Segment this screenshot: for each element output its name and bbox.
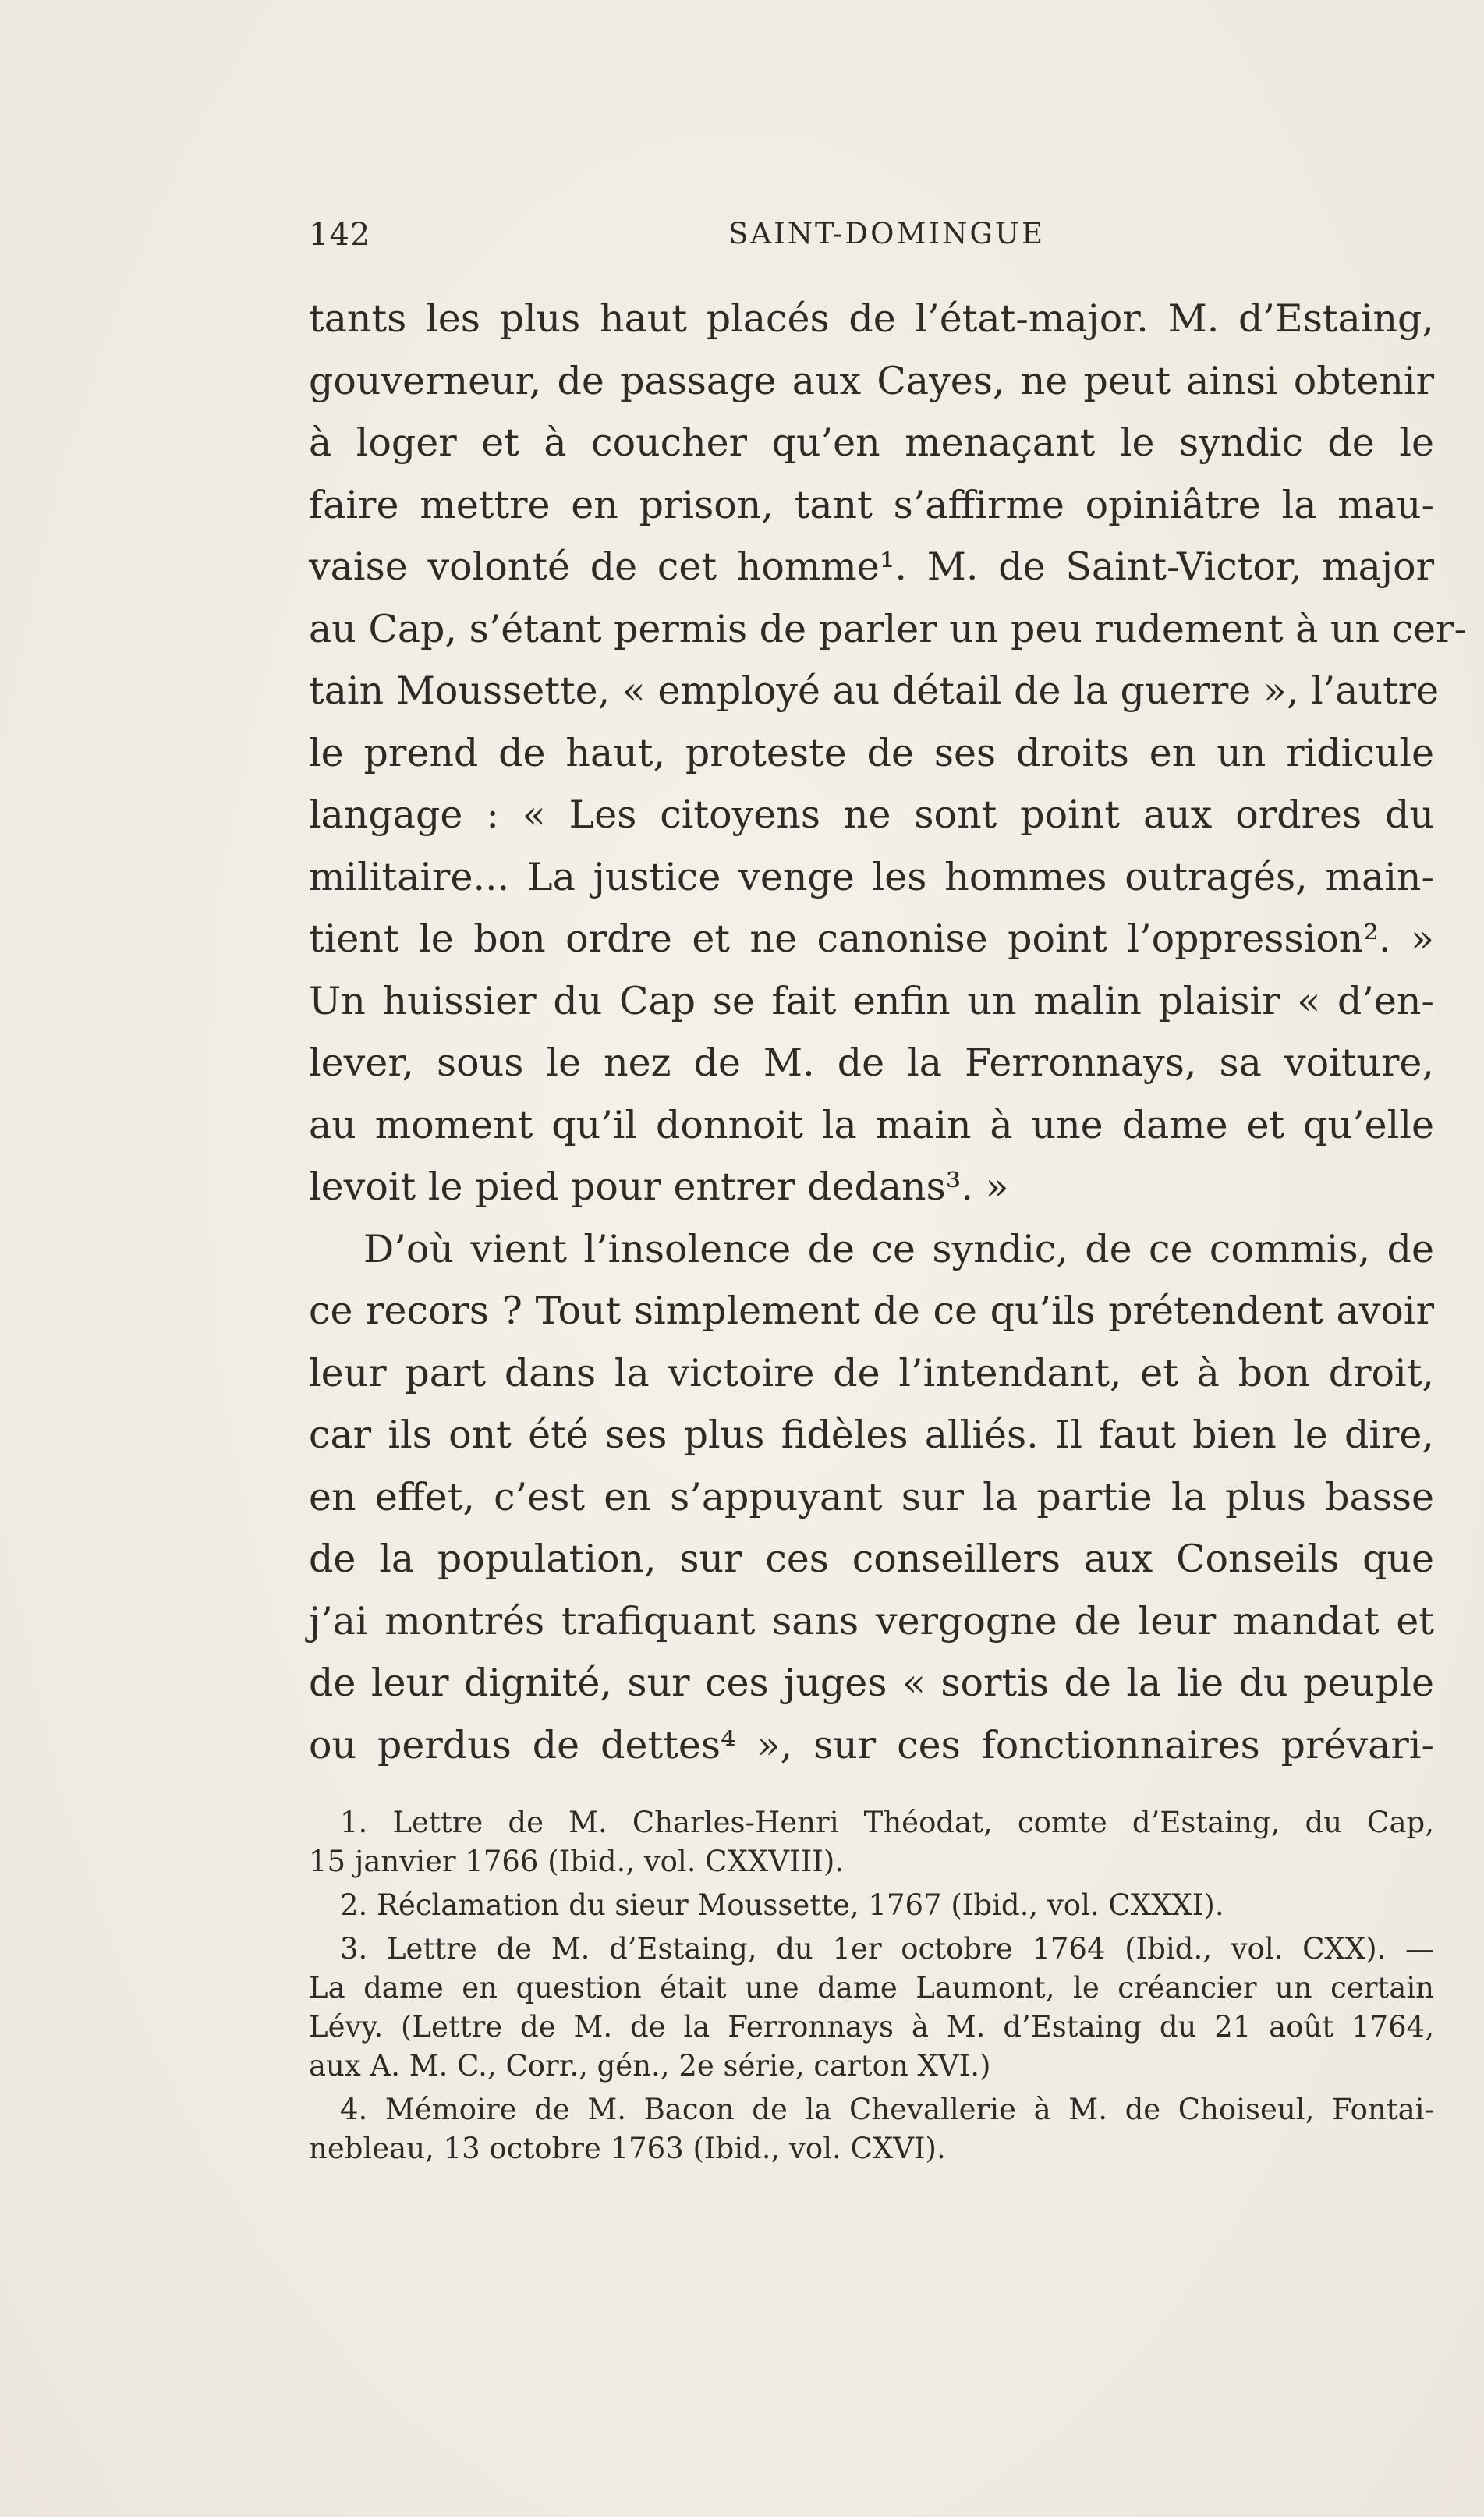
text-line: de leur dignité, sur ces juges « sortis de la lie du peuple <box>309 1661 1434 1705</box>
footnote-1-cont: 15 janvier 1766 (Ibid., vol. CXXVIII). <box>309 1845 845 1878</box>
footnote-3-cont: Lévy. (Lettre de M. de la Ferronnays à M. d’Estaing du 21 août 1764, <box>309 2010 1434 2044</box>
text-line: tain Moussette, « employé au détail de la guerre », l’autre <box>309 668 1440 713</box>
footnote-3-cont: La dame en question était une dame Laumont, le créancier un certain <box>309 1971 1434 2005</box>
text-line: levoit le pied pour entrer dedans³. » <box>309 1165 1009 1209</box>
text-line: vaise volonté de cet homme¹. M. de Saint-Victor, major <box>309 544 1434 589</box>
footnote-4: 4. Mémoire de M. Bacon de la Chevallerie à M. de Choiseul, Fontai- <box>340 2093 1434 2126</box>
body-text <box>309 288 1468 1776</box>
text-line: car ils ont été ses plus fidèles alliés. Il faut bien le dire, <box>309 1413 1434 1457</box>
page-number: 142 <box>309 217 371 253</box>
text-line: faire mettre en prison, tant s’affirme opiniâtre la mau- <box>309 482 1434 527</box>
text-line: au Cap, s’étant permis de parler un peu rudement à un cer- <box>309 606 1468 651</box>
text-line: j’ai montrés trafiquant sans vergogne de leur mandat et <box>309 1598 1434 1643</box>
text-line: militaire... La justice venge les hommes outragés, main- <box>309 854 1434 899</box>
text-line: leur part dans la victoire de l’intendant, et à bon droit, <box>309 1350 1434 1395</box>
footnote-4-cont: nebleau, 13 octobre 1763 (Ibid., vol. CXVI). <box>309 2132 946 2165</box>
footnotes <box>309 1803 1434 2168</box>
footnote-3-cont: aux A. M. C., Corr., gén., 2e série, carton XVI.) <box>309 2049 991 2083</box>
text-line: à loger et à coucher qu’en menaçant le syndic de le <box>309 420 1434 465</box>
text-line: langage : « Les citoyens ne sont point aux ordres du <box>309 792 1434 837</box>
text-line: de la population, sur ces conseillers aux Conseils que <box>309 1537 1434 1581</box>
footnote-1: 1. Lettre de M. Charles-Henri Théodat, comte d’Estaing, du Cap, <box>340 1806 1434 1839</box>
text-line: le prend de haut, proteste de ses droits en un ridicule <box>309 730 1434 775</box>
text-line: Un huissier du Cap se fait enfin un malin plaisir « d’en- <box>309 978 1434 1023</box>
text-line: en effet, c’est en s’appuyant sur la partie la plus basse <box>309 1474 1434 1519</box>
text-line: ce recors ? Tout simplement de ce qu’ils prétendent avoir <box>309 1289 1434 1333</box>
text-line: au moment qu’il donnoit la main à une dame et qu’elle <box>309 1102 1434 1147</box>
text-line: ou perdus de dettes⁴ », sur ces fonctionnaires prévari- <box>309 1722 1434 1767</box>
footnote-3: 3. Lettre de M. d’Estaing, du 1er octobre 1764 (Ibid., vol. CXX). — <box>340 1932 1434 1966</box>
page-header <box>309 212 1245 259</box>
text-line: tants les plus haut placés de l’état-major. M. d’Estaing, <box>309 296 1434 341</box>
text-line: gouverneur, de passage aux Cayes, ne peut ainsi obtenir <box>309 358 1434 403</box>
running-title: SAINT-DOMINGUE <box>728 217 1046 250</box>
footnote-2: 2. Réclamation du sieur Moussette, 1767 (Ibid., vol. CXXXI). <box>340 1888 1224 1922</box>
text-line: tient le bon ordre et ne canonise point l’oppression². » <box>309 916 1434 961</box>
text-line: lever, sous le nez de M. de la Ferronnays, sa voiture, <box>309 1040 1434 1085</box>
text-line: D’où vient l’insolence de ce syndic, de ce commis, de <box>363 1226 1434 1271</box>
